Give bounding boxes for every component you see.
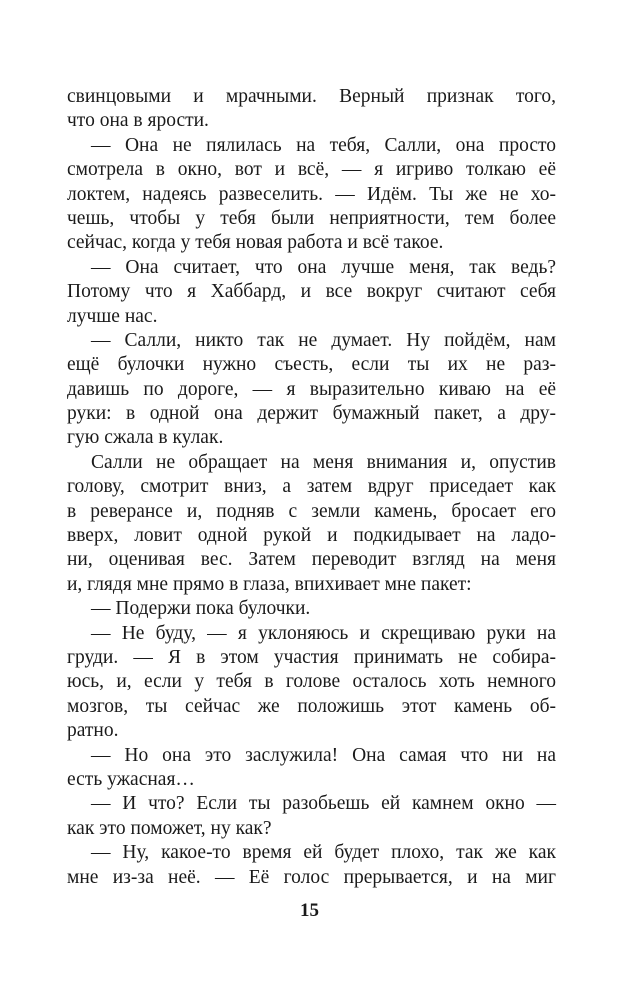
text-line: локтем, надеясь развеселить. — Идём. Ты же не хо- xyxy=(67,183,556,205)
text-line: груди. — Я в этом участия принимать не собира- xyxy=(67,646,556,668)
text-line: голову, смотрит вниз, а затем вдруг приседает как xyxy=(67,476,556,498)
text-line: в реверансе и, подняв с земли камень, бросает его xyxy=(67,500,556,522)
page-number: 15 xyxy=(300,900,319,921)
text-line: вверх, ловит одной рукой и подкидывает на ладо- xyxy=(67,525,556,547)
text-line: — И что? Если ты разобьешь ей камнем окно — xyxy=(91,793,556,815)
text-line: — Не буду, — я уклоняюсь и скрещиваю руки на xyxy=(91,622,556,644)
text-line: Потому что я Хаббард, и все вокруг считают себя xyxy=(67,281,556,303)
text-line: есть ужасная… xyxy=(67,768,195,790)
text-line: чешь, чтобы у тебя были неприятности, тем более xyxy=(67,207,556,229)
text-line: ещё булочки нужно съесть, если ты их не раз- xyxy=(67,354,556,376)
text-line: свинцовыми и мрачными. Верный признак того, xyxy=(67,86,556,107)
text-line: — Ну, какое-то время ей будет плохо, так же как xyxy=(91,842,556,864)
text-line: смотрела в окно, вот и всё, — я игриво толкаю её xyxy=(67,159,556,181)
text-line: ратно. xyxy=(67,720,119,742)
text-line: юсь, и, если у тебя в голове осталось хоть немного xyxy=(67,671,556,693)
text-line: — Но она это заслужила! Она самая что ни на xyxy=(91,744,556,766)
text-line: давишь по дороге, — я выразительно киваю на её xyxy=(67,378,556,400)
text-line: мозгов, ты сейчас же положишь этот камень об- xyxy=(67,695,556,717)
text-line: ни, оценивая вес. Затем переводит взгляд на меня xyxy=(67,549,556,571)
text-line: — Салли, никто так не думает. Ну пойдём, нам xyxy=(91,329,556,351)
text-line: лучше нас. xyxy=(67,305,158,327)
text-line: как это поможет, ну как? xyxy=(67,817,272,839)
body-text xyxy=(67,85,556,890)
text-line: Салли не обращает на меня внимания и, опустив xyxy=(91,451,556,473)
text-line: руки: в одной она держит бумажный пакет, а дру- xyxy=(67,403,556,425)
text-line: сейчас, когда у тебя новая работа и всё такое. xyxy=(67,232,444,254)
text-line: гую сжала в кулак. xyxy=(67,427,224,449)
text-line: — Подержи пока булочки. xyxy=(91,598,311,620)
text-line: и, глядя мне прямо в глаза, впихивает мне пакет: xyxy=(67,573,472,595)
text-line: мне из-за неё. — Её голос прерывается, и на миг xyxy=(67,866,556,888)
text-line: что она в ярости. xyxy=(67,110,209,132)
text-line: — Она считает, что она лучше меня, так ведь? xyxy=(91,256,556,278)
text-line: — Она не пялилась на тебя, Салли, она просто xyxy=(91,134,556,156)
